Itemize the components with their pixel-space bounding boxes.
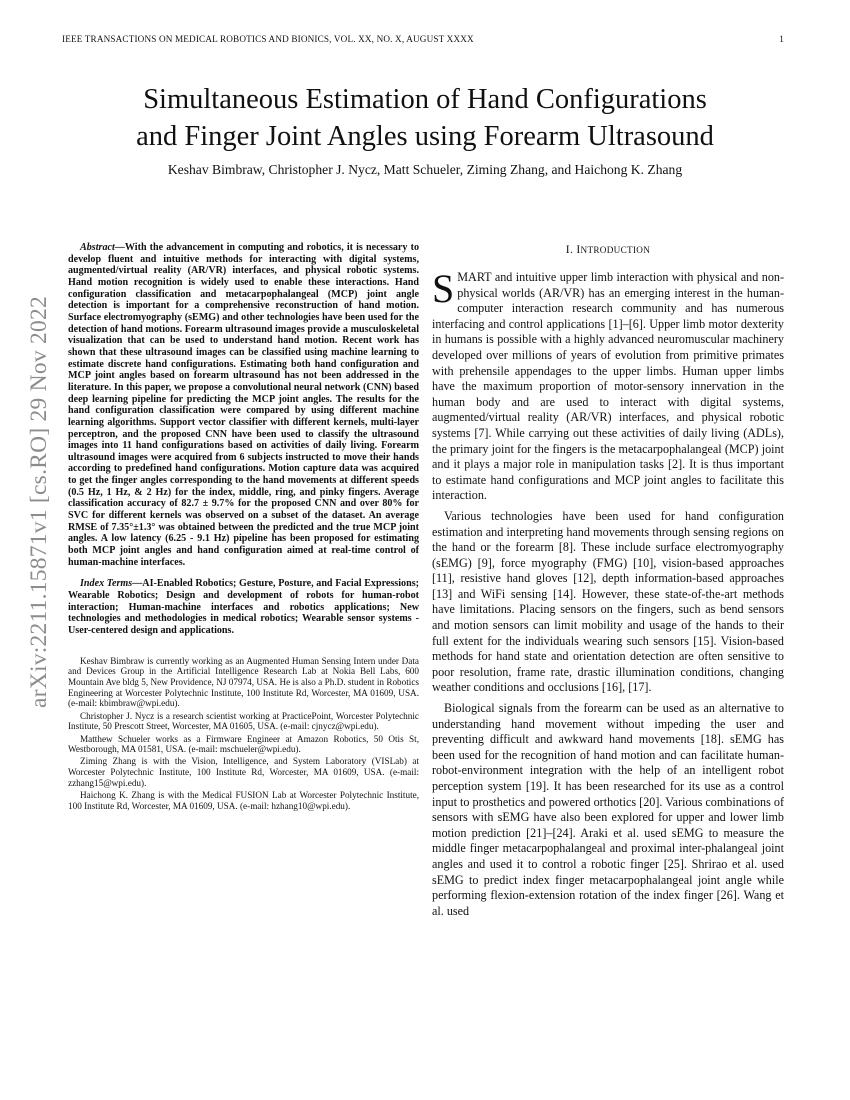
journal-name: IEEE TRANSACTIONS ON MEDICAL ROBOTICS AND BIONICS, VOL. XX, NO. X, AUGUST XXXX [62,34,474,44]
intro-paragraph-3: Biological signals from the forearm can be used as an alternative to understanding hand movement without impeding the user and preventing difficult and awkward hand movements [18]. sEMG has been used for the recognition of hand motion and can facilitate human-robot-environment integration with the help of an intelligent robot perception system [19]. It has been researched for its use as a control input to prosthetics and powered orthotics [20]. Various combinations of sensors with sEMG have also been explored for upper and lower limb motion prediction [21]–[24]. Araki et al. used sEMG to measure the middle finger metacarpophalangeal and proximal inter-phalangeal joint angles and used it to control a robotic finger [25]. Shrirao et al. used sEMG to predict index finger metacarpophalangeal joint angle while performing flexion-extension rotation of the index finger [26]. Wang et al. used [432,701,784,918]
abstract-text: —With the advancement in computing and robotics, it is necessary to develop fluent and intuitive methods for interacting with digital systems, augmented/virtual reality (AR/VR) interfaces, and physical robotic systems. Hand motion recognition is widely used to enable these interactions. Hand configuration classification and metacarpophalangeal (MCP) joint angle detection is important for a comprehensive reconstruction of hand motion. Surface electromyography (sEMG) and other technologies have been used for the detection of hand motions. Forearm ultrasound images provide a musculoskeletal visualization that can be used to understand hand motion. Recent work has shown that these ultrasound images can be classified using machine learning to estimate discrete hand configurations. Estimating both hand configuration and MCP joint angles based on forearm ultrasound has not been addressed in the literature. In this paper, we propose a convolutional neural network (CNN) based deep learning pipeline for predicting the MCP joint angles. The results for the hand configuration classification were compared by using different machine learning algorithms. Support vector classifier with different kernels, multi-layer perceptron, and the proposed CNN have been used to classify the ultrasound images into 11 hand configurations based on activities of daily living. Forearm ultrasound images were acquired from 6 subjects instructed to move their hands according to predefined hand configurations. Motion capture data was acquired to get the finger angles corresponding to the hand movements at different speeds (0.5 Hz, 1 Hz, & 2 Hz) for the index, middle, ring, and pinky fingers. Average classification accuracy of 82.7 ± 9.7% for the proposed CNN and over 80% for SVC for different kernels was observed on a subset of the dataset. An average RMSE of 7.35°±1.3° was obtained between the predicted and the true MCP joint angles. A low latency (6.25 - 9.1 Hz) pipeline has been proposed for estimating both MCP joint angles and hand configuration aimed at real-time control of human-machine interfaces. [68,242,419,568]
footnote-schueler: Matthew Schueler works as a Firmware Engineer at Amazon Robotics, 50 Otis St, Westborough, MA 01581, USA. (e-mail: mschueler@wpi.edu). [68,733,419,755]
paper-title-line-2: and Finger Joint Angles using Forearm Ultrasound [136,121,714,152]
intro-paragraph-1 [432,266,784,504]
section-numeral: I. [565,243,577,256]
footnote-bimbraw: Keshav Bimbraw is currently working as an Augmented Human Sensing Intern under Data and Devices Group in the Artificial Intelligence Research Lab at Nokia Bell Labs, 600 Mountain Ave bldg 5, New Providence, NJ 07974, USA. He is also a Ph.D. student in Robotics Engineering at Worcester Polytechnic Institute, 100 Institute Rd, Worcester, MA 01609, USA. (e-mail: kbimbraw@wpi.edu). [68,655,419,709]
intro-paragraph-1-text: MART and intuitive upper limb interaction with physical and non-physical worlds (AR/VR) has an emerging interest in the human-computer interaction research community and has numerous interfacing and control applications [1]–[6]. Upper limb motor dexterity in humans is possible with a highly advanced neuromuscular machinery developed over millions of years of evolution from primitive primates with prehensile appendages to the upper limbs. Human upper limbs have the maximum proportion of motor-sensory innervation in the human body and are used to interact with digital systems, augmented/virtual reality (AR/VR) interfaces, and physical robotic systems [7]. While carrying out these activities of daily living (ADLs), the primary joint for the fingers is the metacarpophalangeal (MCP) joint and it plays a major role in manipulation tasks [2]. It is thus important to estimate hand configurations and MCP joint angles to facilitate this interaction. [432,270,784,503]
footnote-haichong-zhang: Haichong K. Zhang is with the Medical FUSION Lab at Worcester Polytechnic Institute, 100 Institute Rd, Worcester, MA 01609, USA. (e-mail: hzhang10@wpi.edu). [68,790,419,811]
footnote-ziming-zhang: Ziming Zhang is with the Vision, Intelligence, and System Laboratory (VISLab) at Worcester Polytechnic Institute, 100 Institute Rd, Worcester, MA 01609, USA. (e-mail: zzhang15@wpi.edu). [68,756,419,788]
index-terms-label: Index Terms [80,578,133,590]
left-column [68,242,419,813]
author-list: Keshav Bimbraw, Christopher J. Nycz, Matt Schueler, Ziming Zhang, and Haichong K. Zhang [167,162,683,177]
index-terms [68,578,419,636]
page-number: 1 [779,34,784,44]
section-title-rest: NTRODUCTION [580,245,651,255]
section-title-initial: I [576,243,581,256]
drop-cap: S [432,266,455,311]
abstract-label: Abstract [80,242,115,253]
footnote-nycz: Christopher J. Nycz is a research scientist working at PracticePoint, Worcester Polytechnic Institute, 50 Prescott Street, Worcester, MA 01605, USA. (e-mail: cjnycz@wpi.edu). [68,710,419,732]
intro-paragraph-2: Various technologies have been used for hand configuration estimation and interpreting hand movements through sensing regions on the hand or the forearm [8]. These include surface electromyography (sEMG) [9], force myography (FMG) [10], vision-based approaches [11], resistive hand gloves [12], depth information-based approaches [13] and WiFi sensing [14]. However, these state-of-the-art methods have limitations. Placing sensors on the fingers, such as bend sensors and motion sensors can limit mobility and usage of the hands to their full extent for the individuals wearing such sensors [15]. Vision-based methods for hand state and orientation detection are often sensitive to poor resolution, frame rate, drastic illumination conditions, changing weather conditions and occlusions [16], [17]. [432,508,784,695]
arxiv-stamp: arXiv:2211.15871v1 [cs.RO] 29 Nov 2022 [26,295,52,708]
paper-title [40,81,810,155]
abstract [68,242,419,568]
author-footnotes [68,656,419,812]
index-terms-text: —AI-Enabled Robotics; Gesture, Posture, and Facial Expressions; Wearable Robotics; Design and development of robots for human-robot interaction; Human-machine interfaces and robotics applications; New technologies and methodologies in medical robotics; Wearable sensor systems - User-centered design and applications. [68,578,419,636]
paper-title-line-1: Simultaneous Estimation of Hand Configurations [143,84,707,115]
section-heading-introduction [432,243,784,256]
right-column [432,242,784,924]
running-header [62,34,784,48]
